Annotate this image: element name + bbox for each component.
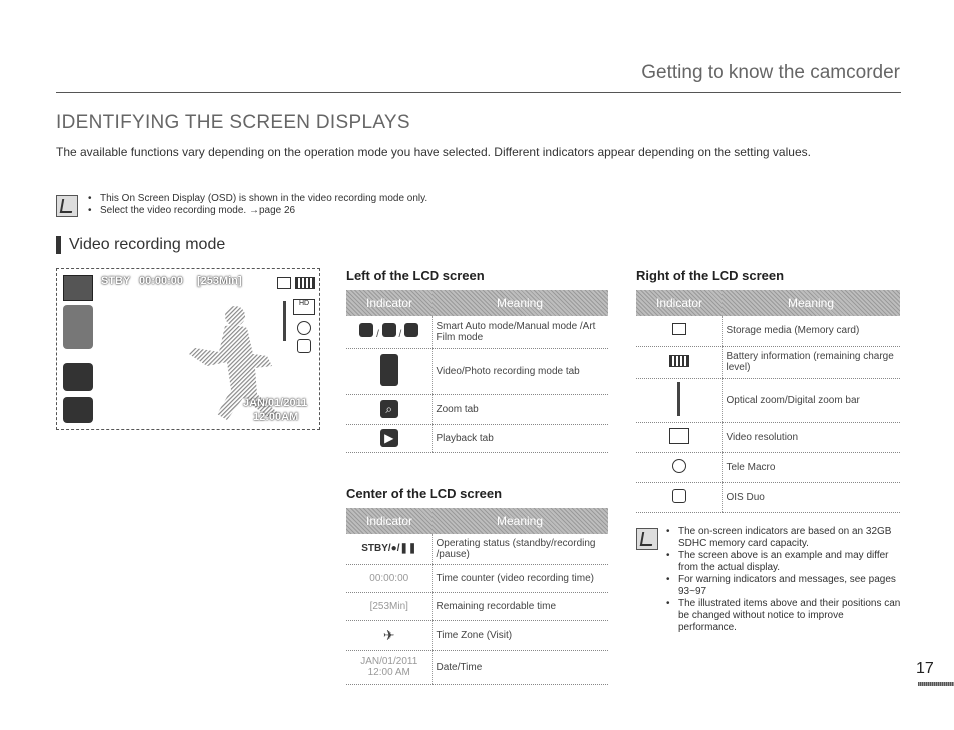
smart-auto-icon	[63, 275, 93, 301]
meaning-cell: Optical zoom/Digital zoom bar	[722, 378, 900, 422]
right-table-heading: Right of the LCD screen	[636, 268, 785, 283]
col-indicator: Indicator	[346, 508, 432, 534]
table-row	[346, 394, 608, 424]
video-photo-tab-icon[interactable]	[63, 305, 93, 349]
zoom-tab-icon[interactable]	[63, 363, 93, 391]
left-table-heading: Left of the LCD screen	[346, 268, 485, 283]
meaning-cell: Operating status (standby/recording /pause)	[432, 534, 608, 564]
indicator-cell: STBY/●/❚❚	[346, 534, 432, 564]
table-row	[636, 422, 900, 452]
note-item: • The on-screen indicators are based on an 32GB SDHC memory card capacity.	[664, 526, 902, 550]
note-item: • This On Screen Display (OSD) is shown in the video recording mode only.	[86, 193, 556, 205]
table-row	[346, 620, 608, 650]
note-icon	[636, 528, 658, 550]
lcd-screen-illustration	[56, 268, 320, 430]
tele-macro-icon	[297, 321, 311, 335]
right-note-list	[664, 526, 902, 634]
meaning-cell: Playback tab	[432, 424, 608, 452]
table-row	[346, 348, 608, 394]
indicator-cell: JAN/01/2011 12:00 AM	[346, 650, 432, 684]
lcd-time-counter: 00:00:00	[139, 275, 184, 287]
meaning-cell: Storage media (Memory card)	[722, 316, 900, 346]
meaning-cell: Battery information (remaining charge level)	[722, 346, 900, 378]
note-icon	[56, 195, 78, 217]
battery-icon	[295, 277, 315, 289]
table-row	[636, 378, 900, 422]
meaning-cell: Date/Time	[432, 650, 608, 684]
meaning-cell: Video resolution	[722, 422, 900, 452]
tele-macro-icon	[672, 459, 686, 473]
meaning-cell: OIS Duo	[722, 482, 900, 512]
ois-duo-icon	[672, 489, 686, 503]
playback-tab-icon: ▶	[380, 429, 398, 447]
table-row	[346, 564, 608, 592]
playback-tab-icon[interactable]	[63, 397, 93, 423]
time-zone-visit-icon: ✈	[382, 626, 395, 643]
manual-mode-icon	[382, 323, 396, 337]
page-title: IDENTIFYING THE SCREEN DISPLAYS	[56, 112, 410, 133]
lcd-date: JAN/01/2011	[243, 397, 308, 409]
video-resolution-icon: HD	[293, 299, 315, 315]
meaning-cell: Smart Auto mode/Manual mode /Art Film mode	[432, 316, 608, 348]
meaning-cell: Video/Photo recording mode tab	[432, 348, 608, 394]
note-item: • For warning indicators and messages, see pages 93~97	[664, 574, 902, 598]
lcd-remaining-time: [253Min]	[197, 275, 242, 287]
meaning-cell: Time counter (video recording time)	[432, 564, 608, 592]
page-number: 17	[916, 660, 934, 677]
table-row	[346, 650, 608, 684]
table-row	[636, 482, 900, 512]
note-box	[56, 193, 556, 219]
running-header: Getting to know the camcorder	[641, 62, 900, 83]
col-indicator: Indicator	[636, 290, 722, 316]
meaning-cell: Time Zone (Visit)	[432, 620, 608, 650]
zoom-tab-icon: ⌕	[380, 400, 398, 418]
col-meaning: Meaning	[722, 290, 900, 316]
page-number-bar	[918, 682, 954, 686]
table-row	[636, 452, 900, 482]
col-meaning: Meaning	[432, 290, 608, 316]
note-item: • The screen above is an example and may differ from the actual display.	[664, 550, 902, 574]
note-item: • Select the video recording mode. →page 26	[86, 205, 556, 217]
meaning-cell: Zoom tab	[432, 394, 608, 424]
zoom-bar-icon	[283, 301, 286, 341]
video-resolution-icon	[669, 428, 689, 444]
indicator-cell: 00:00:00	[346, 564, 432, 592]
center-indicator-table	[346, 508, 608, 685]
note-list	[86, 193, 556, 217]
intro-text: The available functions vary depending on the operation mode you have selected. Different indicators appear depending on the setting values.	[56, 145, 811, 159]
lcd-status: STBY	[101, 275, 131, 287]
video-photo-tab-icon	[380, 354, 398, 386]
table-row	[636, 346, 900, 378]
center-table-heading: Center of the LCD screen	[346, 486, 503, 501]
meaning-cell: Remaining recordable time	[432, 592, 608, 620]
col-meaning: Meaning	[432, 508, 608, 534]
battery-icon	[669, 355, 689, 367]
memory-card-icon	[277, 277, 291, 289]
table-row	[346, 424, 608, 452]
section-heading: Video recording mode	[56, 236, 225, 254]
table-row	[636, 316, 900, 346]
right-indicator-table	[636, 290, 900, 513]
zoom-bar-icon	[677, 382, 680, 416]
table-row	[346, 534, 608, 564]
note-item: • The illustrated items above and their positions can be changed without notice to improve performance.	[664, 598, 902, 634]
ois-duo-icon	[297, 339, 311, 353]
smart-auto-icon	[359, 323, 373, 337]
memory-card-icon	[672, 323, 686, 335]
table-row	[346, 592, 608, 620]
left-indicator-table	[346, 290, 608, 453]
col-indicator: Indicator	[346, 290, 432, 316]
header-divider	[56, 92, 901, 93]
table-row: / / Smart Auto mode/Manual mode /Art Film mode	[346, 316, 608, 348]
lcd-time: 12:00AM	[253, 411, 299, 423]
meaning-cell: Tele Macro	[722, 452, 900, 482]
indicator-cell: [253Min]	[346, 592, 432, 620]
art-film-icon	[404, 323, 418, 337]
